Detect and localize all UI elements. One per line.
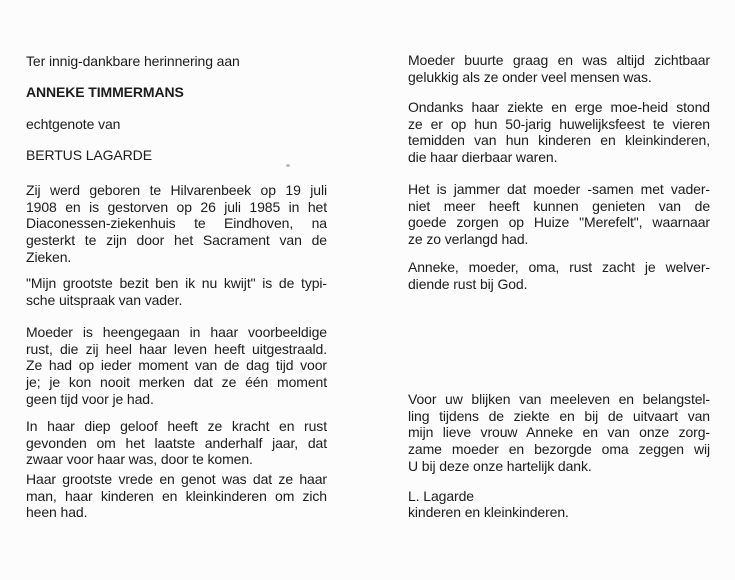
paragraph-sociable: Moeder buurte graag en was altijd zichtbaar gelukkig als ze onder veel mensen was. bbox=[408, 52, 710, 85]
relation-label: echtgenote van bbox=[26, 116, 121, 132]
paragraph-mother-character: Moeder is heengegaan in haar voorbeeldige rust, die zij heel haar leven heeft uitgestraald. Ze had op ieder moment van de dag tijd voor je; je kon nooit merken dat ze één moment geen tijd voor je had. bbox=[26, 324, 327, 407]
signature-family: kinderen en kleinkinderen. bbox=[408, 504, 569, 520]
paragraph-father-quote: "Mijn grootste bezit ben ik nu kwijt" is de typi- sche uitspraak van vader. bbox=[26, 275, 327, 308]
scan-speck bbox=[286, 164, 290, 167]
deceased-name: ANNEKE TIMMERMANS bbox=[26, 84, 184, 100]
paragraph-birth-death: Zij werd geboren te Hilvarenbeek op 19 juli 1908 en is gestorven op 26 juli 1985 in het Diaconessen-ziekenhuis te Eindhoven, na gesterkt te zijn door het Sacrament van de Zieken. bbox=[26, 182, 327, 265]
right-column bbox=[408, 0, 710, 580]
paragraph-farewell: Anneke, moeder, oma, rust zacht je welver- diende rust bij God. bbox=[408, 259, 710, 292]
intro-line: Ter innig-dankbare herinnering aan bbox=[26, 53, 240, 69]
left-column bbox=[26, 0, 327, 580]
spouse-name: BERTUS LAGARDE bbox=[26, 147, 152, 163]
paragraph-anniversary: Ondanks haar ziekte en erge moe-heid stond ze er op hun 50-jarig huwelijksfeest te vieren temidden van hun kinderen en kleinkinderen, die haar dierbaar waren. bbox=[408, 99, 710, 166]
paragraph-family-joy: Haar grootste vrede en genot was dat ze haar man, haar kinderen en kleinkinderen om zich heen had. bbox=[26, 471, 327, 521]
paragraph-faith: In haar diep geloof heeft ze kracht en rust gevonden om het laatste anderhalf jaar, dat zwaar voor haar was, door te komen. bbox=[26, 418, 327, 468]
paragraph-thanks: Voor uw blijken van meeleven en belangstel- ling tijdens de ziekte en bij de uitvaart van mijn lieve vrouw Anneke en van onze zorg- zame moeder en bezorgde oma zeggen wij U bij deze onze hartelijk dank. bbox=[408, 391, 710, 474]
paragraph-merefelt: Het is jammer dat moeder -samen met vader- niet meer heeft kunnen genieten van de goede zorgen op Huize "Merefelt", waarnaar ze zo verlangd had. bbox=[408, 181, 710, 248]
signature-name: L. Lagarde bbox=[408, 488, 474, 504]
